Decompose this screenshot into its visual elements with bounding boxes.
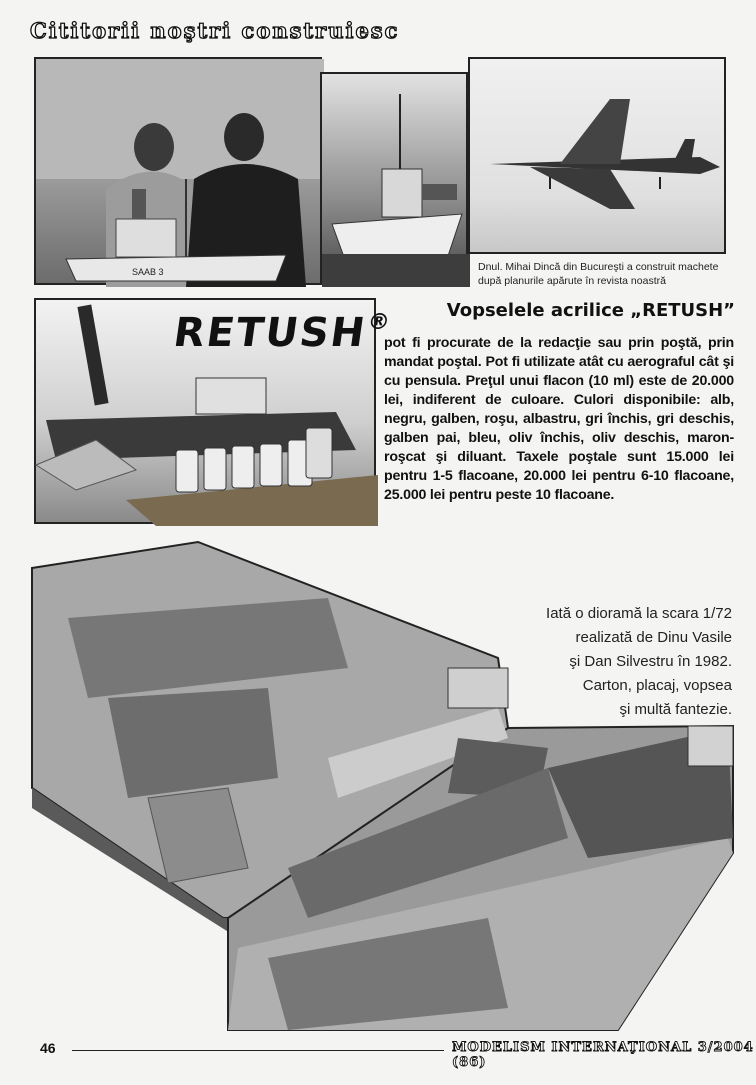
photo-caption-readers: Dnul. Mihai Dincă din Bucureşti a construit machete după planurile apărute în revista noastră <box>478 261 719 287</box>
page-section-title: Cititorii noştri construiesc <box>30 18 400 43</box>
footer-divider <box>72 1050 444 1051</box>
photo-jet-model <box>468 57 726 254</box>
diorama-caption-line: realizată de Dinu Vasile <box>575 629 732 646</box>
registered-mark: ® <box>365 310 394 335</box>
footer-publication: MODELISM INTERNAŢIONAL 3/2004 (86) <box>452 1040 754 1070</box>
boat-illustration <box>322 74 470 287</box>
retush-logo <box>171 310 394 356</box>
diorama-caption-line: şi Dan Silvestru în 1982. <box>569 653 732 670</box>
builders-illustration <box>36 59 324 287</box>
photo-builders-with-boat <box>34 57 322 285</box>
diorama-caption-line: şi multă fantezie. <box>619 701 732 718</box>
ad-body: pot fi procurate de la redacţie sau prin poştă, prin mandat poştal. Pot fi utilizate atât cu aerograful cât şi cu pensula. Preţul unui flacon (10 ml) este de 20.000 lei, indiferent de culoare. Culori disponibile: alb, negru, galben, roşu, albastru, gri închis, gri deschis, galben pai, bleu, oliv închis, oliv deschis, maron-roşcat şi diluant. Taxele poştale sunt 15.000 lei pentru 1-5 flacoane, 20.000 lei pentru 6-10 flacoane, 25.000 lei pentru peste 10 flacoane. <box>384 335 734 503</box>
diorama-caption-line: Carton, placaj, vopsea <box>582 677 732 694</box>
ad-title: Vopselele acrilice „RETUSH” <box>446 300 735 321</box>
jet-illustration <box>470 59 728 256</box>
diorama-caption-line: Iată o dioramă la scara 1/72 <box>546 605 732 622</box>
diorama-caption <box>520 602 732 722</box>
photo-retush-products <box>34 298 394 524</box>
page-number: 46 <box>40 1040 56 1056</box>
retush-logo-text: RETUSH <box>170 310 370 356</box>
boat-label: SAAB 3 <box>132 267 164 277</box>
photo-boat-closeup <box>320 72 468 285</box>
